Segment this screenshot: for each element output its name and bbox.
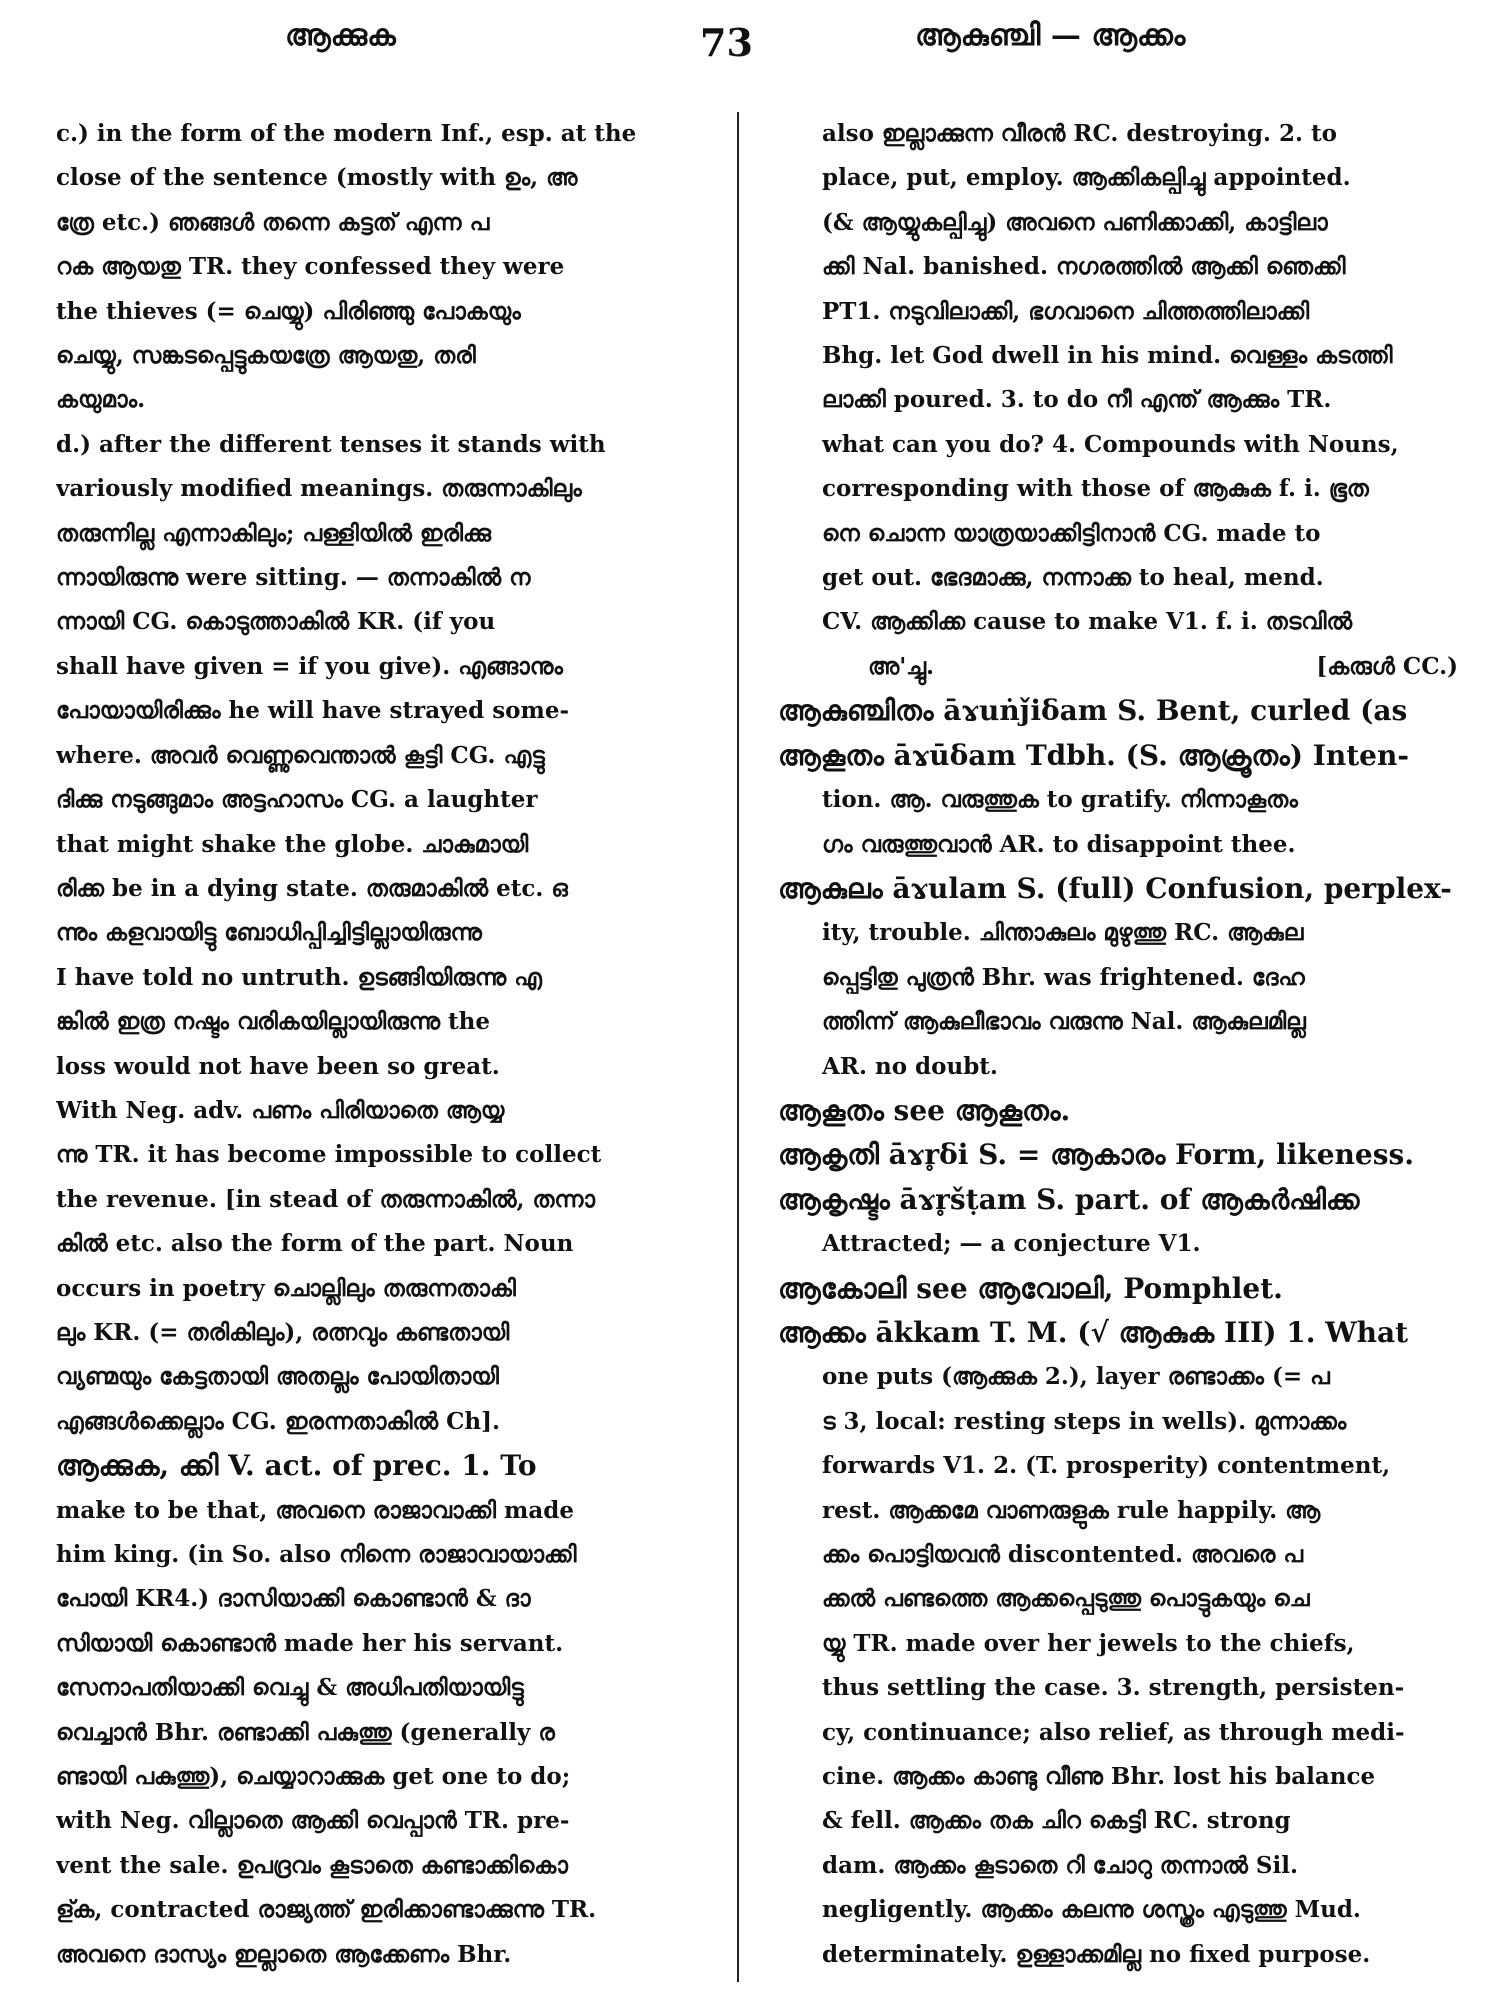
- text-line: [56, 245, 716, 289]
- text-line: [778, 778, 1458, 822]
- line-text: പോയി KR4.) ദാസിയാക്കി കൊണ്ടാൻ & ദാ: [56, 1585, 531, 1613]
- text-line: [778, 1844, 1458, 1888]
- line-text: യ്യു TR. made over her jewels to the chiefs,: [822, 1629, 1355, 1657]
- line-text: tion. ആ. വരുത്തുക to gratify. നിന്നാകൂതം: [822, 786, 1298, 814]
- text-line: [56, 689, 716, 733]
- text-line: [56, 1888, 716, 1932]
- text-line: [778, 1400, 1458, 1444]
- line-text: (& ആയ്യുകല്പിച്ചു) അവനെ പണിക്കാക്കി, കാട്ടിലാ: [822, 208, 1328, 236]
- line-text: him king. (in So. also നിന്നെ രാജാവായാക്കി: [56, 1541, 577, 1568]
- text-line: [56, 290, 716, 334]
- line-text: what can you do? 4. Compounds with Nouns,: [822, 430, 1399, 458]
- line-text: with Neg. വില്ലാതെ ആക്കി വെപ്പാൻ TR. pre-: [56, 1807, 570, 1835]
- line-text: സേനാപതിയാക്കി വെച്ചു & അധിപതിയായിട്ടു: [56, 1674, 524, 1702]
- line-text: കയുമാം.: [56, 386, 146, 414]
- line-text: വ്യണ്മയും കേട്ടതായി അതല്ലം പോയിതായി: [56, 1363, 499, 1391]
- line-text: where. അവർ വെണ്ണുവെന്താൽ കൂട്ടി CG. എട്ടു: [56, 741, 545, 769]
- line-text: c.) in the form of the modern Inf., esp. at the: [56, 120, 637, 147]
- text-line: [56, 423, 716, 467]
- text-line: [56, 467, 716, 511]
- line-text: cine. ആക്കം കാണ്ടു വീണു Bhr. lost his balance: [822, 1763, 1376, 1791]
- text-line: [778, 423, 1458, 467]
- entry-headword-line: [778, 1267, 1458, 1311]
- text-line: [778, 1755, 1458, 1799]
- right-column: [778, 112, 1458, 1977]
- text-line: [56, 1355, 716, 1399]
- line-text: ആകൂതം see ആകൂതം.: [778, 1093, 1071, 1127]
- line-text: ity, trouble. ചിന്താകുലം മുഴുത്തു RC. ആകുല: [822, 919, 1304, 947]
- line-text: ത്രേ etc.) ഞങ്ങൾ തന്നെ കട്ടത് എന്ന പ: [56, 208, 490, 236]
- text-line: [56, 1622, 716, 1666]
- text-line: [778, 1711, 1458, 1755]
- line-text: ന്നായിരുന്നു were sitting. — തന്നാകിൽ ന: [56, 564, 531, 592]
- line-text: ലാക്കി poured. 3. to do നീ എന്ത് ആക്കും TR.: [822, 386, 1332, 414]
- line-text: shall have given = if you give). എങ്ങാനും: [56, 652, 563, 680]
- line-text: negligently. ആക്കം കലന്നു ശസ്ത്രം എടുത്തു Mud.: [822, 1896, 1361, 1924]
- line-text: ങ്കിൽ ഇത്ര നഷ്ടം വരികയില്ലായിരുന്നു the: [56, 1008, 491, 1036]
- line-text: vent the sale. ഉപദ്രവം കൂടാതെ കണ്ടാക്കികൊ: [56, 1851, 568, 1879]
- line-text: ഗം വരുത്തുവാൻ AR. to disappoint thee.: [822, 830, 1296, 858]
- text-line: [56, 1133, 716, 1177]
- text-line: [56, 867, 716, 911]
- text-line: [778, 556, 1458, 600]
- page-header: [0, 0, 1500, 80]
- text-line: [56, 823, 716, 867]
- line-text: AR. no doubt.: [822, 1052, 998, 1080]
- text-line: [56, 1178, 716, 1222]
- entry-headword-line: [778, 1178, 1458, 1222]
- line-text: ആകുഞ്ചിതം āɤuṅǰiδam S. Bent, curled (as: [778, 694, 1408, 728]
- line-text: തരുന്നില്ല എന്നാകിലും; പള്ളിയിൽ ഇരിക്കു: [56, 519, 492, 547]
- line-text: ലും KR. (= തരികിലും), രത്നവും കണ്ടതായി: [56, 1318, 510, 1346]
- line-text: ത്തിന്ന് ആകുലീഭാവം വരുന്നു Nal. ആകുലമില്ല: [822, 1008, 1306, 1036]
- line-text: നെ ചൊന്ന യാത്രയാക്കിട്ടിനാൻ CG. made to: [822, 519, 1321, 547]
- text-line: [56, 156, 716, 200]
- line-text: ആകോലി see ആവോലി, Pomphlet.: [778, 1271, 1283, 1305]
- text-line: [56, 911, 716, 955]
- text-line: [778, 1533, 1458, 1577]
- entry-headword-line: [778, 1311, 1458, 1355]
- line-text: ആകൃതി āɤr̥δi S. = ആകാരം Form, likeness.: [778, 1138, 1414, 1172]
- line-text: ട 3, local: resting steps in wells). മുന്നാക്കം: [822, 1407, 1347, 1435]
- entry-headword-line: [778, 1133, 1458, 1177]
- header-right-catchword: ആകുഞ്ചി — ആക്കം: [915, 18, 1186, 53]
- text-line: [56, 334, 716, 378]
- text-line: [56, 1533, 716, 1577]
- text-line: [778, 1444, 1458, 1488]
- entry-headword-line: [56, 1444, 716, 1488]
- column-divider: [737, 112, 739, 1982]
- entry-headword-line: [778, 867, 1458, 911]
- text-line: [778, 1799, 1458, 1843]
- text-line: [56, 600, 716, 644]
- line-text: പോയായിരിക്കും he will have strayed some-: [56, 697, 569, 725]
- line-text: corresponding with those of ആകുക f. i. ഭൂത: [822, 475, 1369, 503]
- line-text: I have told no untruth. ഉടങ്ങിയിരുന്നു എ: [56, 963, 542, 991]
- text-line: [778, 512, 1458, 556]
- right-aligned-note: [കരുൾ CC.): [1316, 652, 1458, 680]
- text-line: [56, 1799, 716, 1843]
- text-line: [56, 778, 716, 822]
- line-text: ണ്ടായി പകുത്തു), ചെയ്യാറാക്കുക get one to do;: [56, 1763, 571, 1791]
- line-text: one puts (ആക്കുക 2.), layer രണ്ടാക്കം (= പ: [822, 1363, 1330, 1391]
- line-text: ന്നും കളവായിട്ടു ബോധിപ്പിച്ചിട്ടില്ലായിരുന്നു: [56, 919, 482, 947]
- text-line: [778, 911, 1458, 955]
- line-text: the revenue. [in stead of തരുന്നാകിൽ, തന്നാ: [56, 1185, 596, 1213]
- line-text: ക്കം പൊട്ടിയവൻ discontented. അവരെ പ: [822, 1541, 1304, 1568]
- line-text: determinately. ഉള്ളാക്കമില്ല no fixed purpose.: [822, 1940, 1371, 1968]
- text-line: [56, 645, 716, 689]
- line-text: place, put, employ. ആക്കികല്പിച്ചു appointed.: [822, 164, 1351, 192]
- text-line: [56, 734, 716, 778]
- entry-headword-line: [778, 689, 1458, 733]
- text-line: [56, 1000, 716, 1044]
- line-text: occurs in poetry ചൊല്ലിലും തരുന്നതാകി: [56, 1274, 516, 1302]
- text-line: [56, 201, 716, 245]
- text-line: [56, 1489, 716, 1533]
- line-text: ചെയ്യു, സങ്കടപ്പെട്ടുകയത്രേ ആയതു, തരി: [56, 342, 476, 370]
- text-line: [56, 1666, 716, 1710]
- line-text: ള്ക, contracted രാജ്യത്ത് ഇരിക്കാണ്ടാക്കുന്നു TR.: [56, 1896, 597, 1924]
- text-line: [778, 201, 1458, 245]
- line-text: റക ആയതു TR. they confessed they were: [56, 253, 565, 281]
- line-text: loss would not have been so great.: [56, 1052, 500, 1080]
- line-text: also ഇല്ലാക്കുന്ന വീരൻ RC. destroying. 2. to: [822, 120, 1338, 147]
- line-text: cy, continuance; also relief, as through medi-: [822, 1718, 1405, 1746]
- text-line: [56, 112, 716, 156]
- text-line: [56, 1577, 716, 1621]
- line-text: d.) after the different tenses it stands with: [56, 430, 606, 458]
- entry-headword-line: [778, 734, 1458, 778]
- line-text: rest. ആക്കമേ വാണരുളുക rule happily. ആ: [822, 1496, 1321, 1524]
- line-text: Bhg. let God dwell in his mind. വെള്ളം കടത്തി: [822, 342, 1393, 370]
- text-line: [778, 1888, 1458, 1932]
- left-column: [56, 112, 716, 1977]
- text-line: [778, 1000, 1458, 1044]
- line-text: ആക്കം ākkam T. M. (√ ആകുക III) 1. What: [778, 1315, 1409, 1349]
- text-line: [56, 1844, 716, 1888]
- line-text: With Neg. adv. പണം പിരിയാതെ ആയ്യ: [56, 1096, 505, 1124]
- line-text: thus settling the case. 3. strength, persisten-: [822, 1674, 1405, 1702]
- line-text: Attracted; — a conjecture V1.: [822, 1230, 1201, 1258]
- text-line: [56, 1311, 716, 1355]
- line-text: variously modified meanings. തരുന്നാകിലും: [56, 475, 582, 503]
- line-text: CV. ആക്കിക്ക cause to make V1. f. i. തടവിൽ: [822, 608, 1353, 636]
- text-line: [778, 467, 1458, 511]
- text-line: [778, 600, 1458, 644]
- text-line: [778, 112, 1458, 156]
- text-line: [778, 1622, 1458, 1666]
- text-line: [778, 1933, 1458, 1977]
- line-text: അ'ച്ചു.: [868, 652, 934, 680]
- text-line: [56, 378, 716, 422]
- entry-headword-line: [778, 1089, 1458, 1133]
- line-text: ക്കൽ പണ്ടത്തെ ആക്കപ്പെടുത്തു പൊട്ടുകയും ചെ: [822, 1585, 1310, 1613]
- text-line: [778, 334, 1458, 378]
- text-line: [56, 1711, 716, 1755]
- text-line: [778, 1666, 1458, 1710]
- line-text: ദിക്കു നടുങ്ങുമാം അട്ടഹാസം CG. a laughter: [56, 786, 538, 814]
- text-line: [778, 156, 1458, 200]
- text-line: [778, 1355, 1458, 1399]
- text-line: [778, 290, 1458, 334]
- line-text: എങ്ങൾക്കെല്ലാം CG. ഇരന്നതാകിൽ Ch].: [56, 1407, 500, 1435]
- line-text: ആകൃഷ്ടം āɤr̥šṭam S. part. of ആകർഷിക്ക: [778, 1182, 1360, 1216]
- text-line: [56, 1222, 716, 1266]
- text-line: [778, 1577, 1458, 1621]
- line-text: ന്നായി CG. കൊടുത്താകിൽ KR. (if you: [56, 608, 496, 636]
- page-number: 73: [700, 20, 753, 65]
- text-line: [56, 1755, 716, 1799]
- header-left-catchword: ആക്കുക: [285, 18, 396, 53]
- text-line: [778, 1045, 1458, 1089]
- text-line: [778, 1489, 1458, 1533]
- line-text: സിയായി കൊണ്ടാൻ made her his servant.: [56, 1629, 564, 1657]
- line-text: get out. ഭേദമാക്കു, നന്നാക്ക to heal, mend.: [822, 564, 1324, 592]
- text-line: [778, 823, 1458, 867]
- line-text: forwards V1. 2. (T. prosperity) contentment,: [822, 1452, 1391, 1480]
- text-line: [778, 378, 1458, 422]
- text-line: [778, 645, 1458, 689]
- line-text: കിൽ etc. also the form of the part. Noun: [56, 1230, 574, 1258]
- text-line: [778, 956, 1458, 1000]
- line-text: അവനെ ദാസ്യം ഇല്ലാതെ ആക്കേണം Bhr.: [56, 1940, 512, 1968]
- line-text: ആകുലം āɤulam S. (full) Confusion, perplex-: [778, 871, 1452, 905]
- line-text: വെച്ചാൻ Bhr. രണ്ടാക്കി പകുത്തു (generally ര: [56, 1718, 555, 1746]
- line-text: that might shake the globe. ചാകുമായി: [56, 830, 529, 858]
- text-line: [56, 1089, 716, 1133]
- text-line: [778, 1222, 1458, 1266]
- text-line: [56, 956, 716, 1000]
- text-line: [56, 1933, 716, 1977]
- line-text: ആക്കുക, ക്കി V. act. of prec. 1. To: [56, 1449, 537, 1483]
- line-text: ക്കി Nal. banished. നഗരത്തിൽ ആക്കി ഞെക്കി: [822, 253, 1346, 281]
- line-text: make to be that, അവനെ രാജാവാക്കി made: [56, 1496, 574, 1524]
- line-text: ന്നു TR. it has become impossible to collect: [56, 1141, 602, 1169]
- line-text: ആകൂതം āɤūδam Tdbh. (S. ആക്രൂതം) Inten-: [778, 738, 1409, 772]
- text-line: [56, 556, 716, 600]
- line-text: രിക്ക be in a dying state. തരുമാകിൽ etc. ഒ: [56, 874, 568, 902]
- text-line: [56, 1045, 716, 1089]
- text-line: [56, 1267, 716, 1311]
- text-line: [56, 1400, 716, 1444]
- line-text: പ്പെട്ടിതു പുത്രൻ Bhr. was frightened. ദേഹ: [822, 963, 1305, 991]
- text-line: [56, 512, 716, 556]
- line-text: dam. ആക്കം കൂടാതെ റി ചോറു തന്നാൽ Sil.: [822, 1851, 1299, 1879]
- line-text: & fell. ആക്കം തക ചിറ കെട്ടി RC. strong: [822, 1807, 1291, 1835]
- line-text: PT1. നടുവിലാക്കി, ഭഗവാനെ ചിത്തത്തിലാക്കി: [822, 297, 1310, 325]
- line-text: the thieves (= ചെയ്യു) പിരിഞ്ഞു പോകയും: [56, 297, 521, 325]
- line-text: close of the sentence (mostly with ഉം, അ: [56, 164, 578, 192]
- text-line: [778, 245, 1458, 289]
